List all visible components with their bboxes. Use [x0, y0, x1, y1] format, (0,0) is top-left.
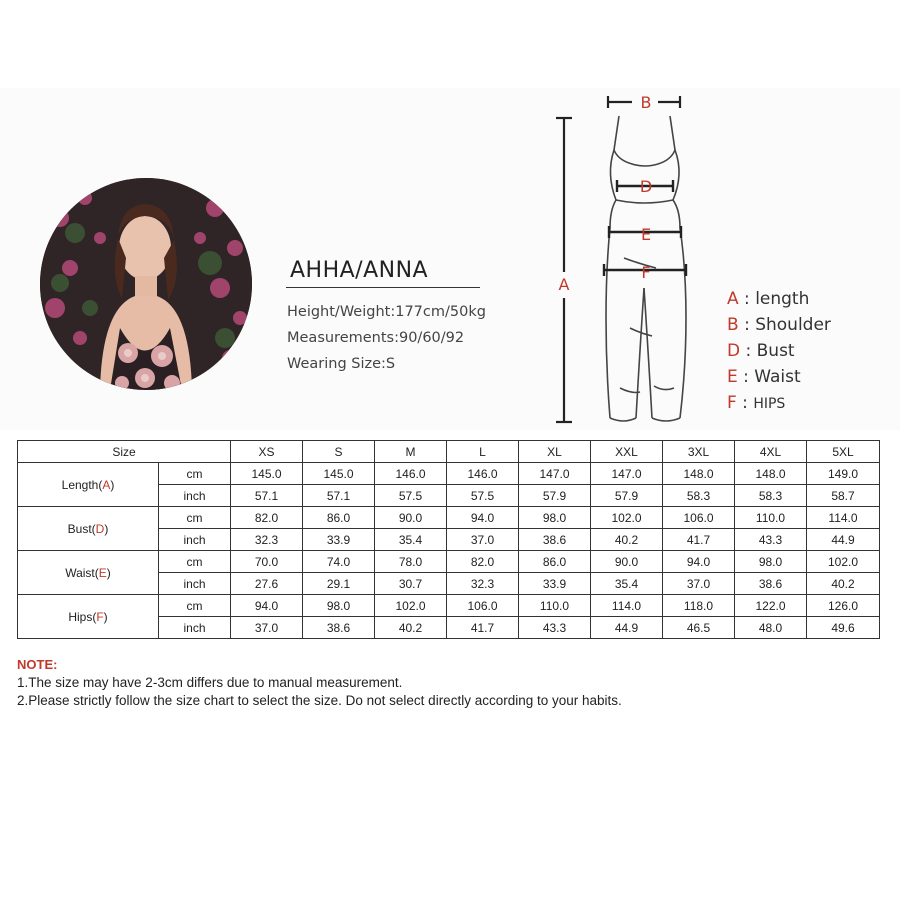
- value-cell: 58.3: [663, 485, 735, 507]
- value-cell: 94.0: [231, 595, 303, 617]
- value-cell: 82.0: [231, 507, 303, 529]
- row-label-hips: Hips(F): [18, 595, 159, 639]
- name-divider: [286, 287, 480, 288]
- value-cell: 37.0: [447, 529, 519, 551]
- value-cell: 57.5: [447, 485, 519, 507]
- value-cell: 32.3: [231, 529, 303, 551]
- value-cell: 48.0: [735, 617, 807, 639]
- value-cell: 90.0: [591, 551, 663, 573]
- value-cell: 58.7: [807, 485, 880, 507]
- unit-cell: cm: [159, 507, 231, 529]
- value-cell: 106.0: [447, 595, 519, 617]
- value-cell: 102.0: [591, 507, 663, 529]
- value-cell: 106.0: [663, 507, 735, 529]
- value-cell: 30.7: [375, 573, 447, 595]
- unit-cell: inch: [159, 529, 231, 551]
- legend-item-waist: E : Waist: [727, 367, 801, 387]
- table-row: [18, 595, 880, 617]
- unit-cell: inch: [159, 617, 231, 639]
- value-cell: 43.3: [519, 617, 591, 639]
- value-cell: 32.3: [447, 573, 519, 595]
- table-row: [18, 507, 880, 529]
- value-cell: 94.0: [663, 551, 735, 573]
- value-cell: 43.3: [735, 529, 807, 551]
- value-cell: 40.2: [375, 617, 447, 639]
- header-cell-3xl: 3XL: [663, 441, 735, 463]
- diagram-label-f: F: [641, 263, 651, 282]
- value-cell: 86.0: [303, 507, 375, 529]
- header-cell-5xl: 5XL: [807, 441, 880, 463]
- model-name: AHHA/ANNA: [290, 258, 429, 283]
- header-cell-xl: XL: [519, 441, 591, 463]
- note-line-1: 1.The size may have 2-3cm differs due to manual measurement.: [17, 675, 403, 690]
- unit-cell: inch: [159, 485, 231, 507]
- measurement-legend: [727, 289, 831, 419]
- value-cell: 57.1: [303, 485, 375, 507]
- value-cell: 110.0: [519, 595, 591, 617]
- value-cell: 37.0: [231, 617, 303, 639]
- header-cell-4xl: 4XL: [735, 441, 807, 463]
- height-weight-text: Height/Weight:177cm/50kg: [287, 304, 486, 320]
- value-cell: 98.0: [303, 595, 375, 617]
- unit-cell: inch: [159, 573, 231, 595]
- measurements-text: Measurements:90/60/92: [287, 330, 465, 346]
- value-cell: 94.0: [447, 507, 519, 529]
- value-cell: 145.0: [303, 463, 375, 485]
- value-cell: 33.9: [519, 573, 591, 595]
- value-cell: 35.4: [591, 573, 663, 595]
- value-cell: 74.0: [303, 551, 375, 573]
- model-photo: [40, 178, 252, 390]
- value-cell: 35.4: [375, 529, 447, 551]
- header-cell-m: M: [375, 441, 447, 463]
- value-cell: 148.0: [735, 463, 807, 485]
- row-label-length: Length(A): [18, 463, 159, 507]
- value-cell: 82.0: [447, 551, 519, 573]
- value-cell: 114.0: [591, 595, 663, 617]
- diagram-label-d: D: [639, 177, 653, 196]
- size-table: [17, 440, 880, 639]
- value-cell: 146.0: [447, 463, 519, 485]
- value-cell: 57.9: [519, 485, 591, 507]
- value-cell: 40.2: [591, 529, 663, 551]
- legend-item-hips: F : HIPS: [727, 393, 786, 413]
- value-cell: 102.0: [375, 595, 447, 617]
- header-cell-xxl: XXL: [591, 441, 663, 463]
- legend-item-bust: D : Bust: [727, 341, 795, 361]
- value-cell: 44.9: [591, 617, 663, 639]
- value-cell: 57.9: [591, 485, 663, 507]
- value-cell: 147.0: [591, 463, 663, 485]
- table-header-row: [18, 441, 880, 463]
- value-cell: 114.0: [807, 507, 880, 529]
- legend-item-length: A : length: [727, 289, 810, 309]
- value-cell: 44.9: [807, 529, 880, 551]
- value-cell: 37.0: [663, 573, 735, 595]
- table-row: [18, 551, 880, 573]
- value-cell: 149.0: [807, 463, 880, 485]
- value-cell: 58.3: [735, 485, 807, 507]
- legend-item-shoulder: B : Shoulder: [727, 315, 831, 335]
- value-cell: 33.9: [303, 529, 375, 551]
- value-cell: 86.0: [519, 551, 591, 573]
- row-label-bust: Bust(D): [18, 507, 159, 551]
- value-cell: 102.0: [807, 551, 880, 573]
- row-label-waist: Waist(E): [18, 551, 159, 595]
- value-cell: 118.0: [663, 595, 735, 617]
- unit-cell: cm: [159, 595, 231, 617]
- value-cell: 148.0: [663, 463, 735, 485]
- value-cell: 90.0: [375, 507, 447, 529]
- value-cell: 29.1: [303, 573, 375, 595]
- value-cell: 126.0: [807, 595, 880, 617]
- header-cell-l: L: [447, 441, 519, 463]
- value-cell: 98.0: [519, 507, 591, 529]
- value-cell: 27.6: [231, 573, 303, 595]
- value-cell: 78.0: [375, 551, 447, 573]
- value-cell: 57.5: [375, 485, 447, 507]
- value-cell: 38.6: [519, 529, 591, 551]
- value-cell: 49.6: [807, 617, 880, 639]
- header-cell-s: S: [303, 441, 375, 463]
- unit-cell: cm: [159, 463, 231, 485]
- diagram-label-a: A: [558, 275, 570, 294]
- value-cell: 41.7: [447, 617, 519, 639]
- value-cell: 41.7: [663, 529, 735, 551]
- diagram-label-e: E: [640, 225, 652, 244]
- value-cell: 70.0: [231, 551, 303, 573]
- value-cell: 40.2: [807, 573, 880, 595]
- garment-diagram: [540, 88, 740, 428]
- value-cell: 145.0: [231, 463, 303, 485]
- value-cell: 146.0: [375, 463, 447, 485]
- header-cell-size: Size: [18, 441, 231, 463]
- value-cell: 38.6: [735, 573, 807, 595]
- note-line-2: 2.Please strictly follow the size chart to select the size. Do not select directly according to your habits.: [17, 693, 622, 708]
- value-cell: 98.0: [735, 551, 807, 573]
- note-title: NOTE:: [17, 657, 58, 672]
- value-cell: 46.5: [663, 617, 735, 639]
- diagram-label-b: B: [640, 93, 652, 112]
- table-row: [18, 463, 880, 485]
- value-cell: 147.0: [519, 463, 591, 485]
- wearing-size-text: Wearing Size:S: [287, 356, 396, 372]
- value-cell: 122.0: [735, 595, 807, 617]
- value-cell: 38.6: [303, 617, 375, 639]
- header-cell-xs: XS: [231, 441, 303, 463]
- value-cell: 110.0: [735, 507, 807, 529]
- unit-cell: cm: [159, 551, 231, 573]
- value-cell: 57.1: [231, 485, 303, 507]
